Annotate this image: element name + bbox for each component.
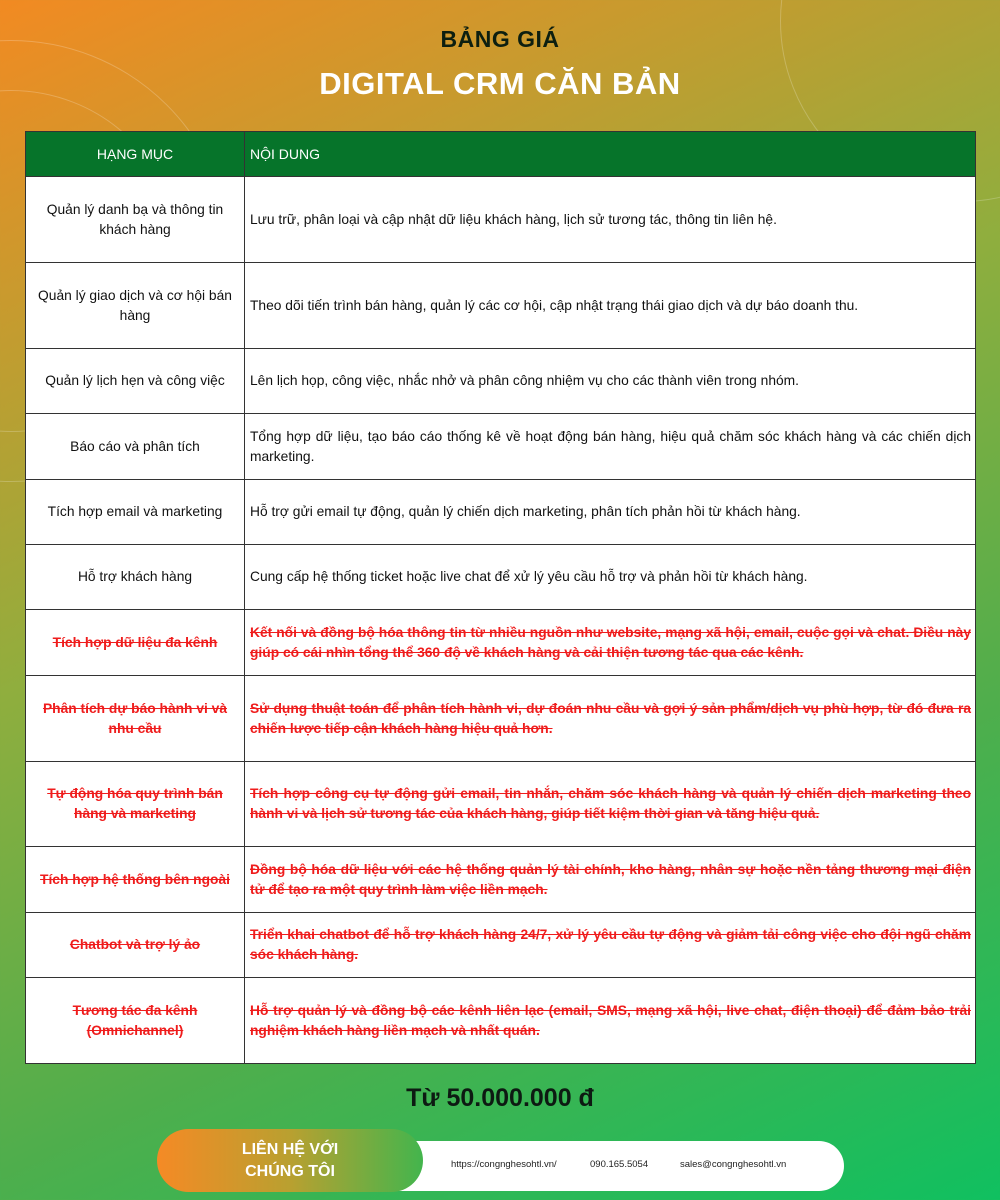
contact-website[interactable]: https://congnghesohtl.vn/ xyxy=(451,1159,557,1170)
row-category: Tích hợp hệ thống bên ngoài xyxy=(26,847,245,913)
row-category: Quản lý giao dịch và cơ hội bán hàng xyxy=(26,263,245,349)
row-content: Sử dụng thuật toán để phân tích hành vi, dự đoán nhu cầu và gợi ý sản phẩm/dịch vụ phù hợp, từ đó đưa ra chiến lược tiếp cận khách hàng hiệu quả hơn. xyxy=(245,676,976,762)
row-category: Phân tích dự báo hành vi và nhu cầu xyxy=(26,676,245,762)
table-header-row xyxy=(26,132,976,177)
row-category: Hỗ trợ khách hàng xyxy=(26,545,245,610)
row-category: Tích hợp email và marketing xyxy=(26,480,245,545)
row-category: Quản lý danh bạ và thông tin khách hàng xyxy=(26,177,245,263)
row-content: Theo dõi tiến trình bán hàng, quản lý các cơ hội, cập nhật trạng thái giao dịch và dự báo doanh thu. xyxy=(245,263,976,349)
contact-email[interactable]: sales@congnghesohtl.vn xyxy=(680,1159,787,1170)
table-row xyxy=(26,913,976,978)
column-header-category: HẠNG MỤC xyxy=(26,132,245,177)
table-row xyxy=(26,762,976,847)
row-content: Kết nối và đồng bộ hóa thông tin từ nhiều nguồn như website, mạng xã hội, email, cuộc gọi và chat. Điều này giúp có cái nhìn tổng thể 360 độ về khách hàng và cải thiện tương tác qua các kênh. xyxy=(245,610,976,676)
page-subtitle: BẢNG GIÁ xyxy=(440,26,560,52)
row-content: Triển khai chatbot để hỗ trợ khách hàng 24/7, xử lý yêu cầu tự động và giảm tải công việc cho đội ngũ chăm sóc khách hàng. xyxy=(245,913,976,978)
table-row xyxy=(26,414,976,480)
row-content: Hỗ trợ gửi email tự động, quản lý chiến dịch marketing, phân tích phản hồi từ khách hàng. xyxy=(245,480,976,545)
page-title: DIGITAL CRM CĂN BẢN xyxy=(319,66,681,101)
price-label: Từ 50.000.000 đ xyxy=(406,1084,594,1112)
row-content: Đồng bộ hóa dữ liệu với các hệ thống quản lý tài chính, kho hàng, nhân sự hoặc nền tảng thương mại điện tử để tạo ra một quy trình làm việc liền mạch. xyxy=(245,847,976,913)
table-row xyxy=(26,545,976,610)
row-content: Tổng hợp dữ liệu, tạo báo cáo thống kê về hoạt động bán hàng, hiệu quả chăm sóc khách hàng và các chiến dịch marketing. xyxy=(245,414,976,480)
row-category: Tương tác đa kênh (Omnichannel) xyxy=(26,978,245,1064)
row-category: Tích hợp dữ liệu đa kênh xyxy=(26,610,245,676)
row-category: Báo cáo và phân tích xyxy=(26,414,245,480)
table-row xyxy=(26,349,976,414)
column-header-content: NỘI DUNG xyxy=(245,132,976,177)
table-row xyxy=(26,978,976,1064)
row-content: Hỗ trợ quản lý và đồng bộ các kênh liên lạc (email, SMS, mạng xã hội, live chat, điện thoại) để đảm bảo trải nghiệm khách hàng liền mạch và nhất quán. xyxy=(245,978,976,1064)
table-row xyxy=(26,610,976,676)
row-content: Cung cấp hệ thống ticket hoặc live chat để xử lý yêu cầu hỗ trợ và phản hồi từ khách hàng. xyxy=(245,545,976,610)
pricing-table xyxy=(25,131,976,1064)
row-content: Tích hợp công cụ tự động gửi email, tin nhắn, chăm sóc khách hàng và quản lý chiến dịch marketing theo hành vi và lịch sử tương tác của khách hàng, giúp tiết kiệm thời gian và tăng hiệu quả. xyxy=(245,762,976,847)
row-category: Chatbot và trợ lý ảo xyxy=(26,913,245,978)
row-content: Lên lịch họp, công việc, nhắc nhở và phân công nhiệm vụ cho các thành viên trong nhóm. xyxy=(245,349,976,414)
table-row xyxy=(26,177,976,263)
row-category: Quản lý lịch hẹn và công việc xyxy=(26,349,245,414)
contact-phone[interactable]: 090.165.5054 xyxy=(590,1159,649,1170)
table-body xyxy=(26,177,976,1064)
table-row xyxy=(26,263,976,349)
row-category: Tự động hóa quy trình bán hàng và marketing xyxy=(26,762,245,847)
table-row xyxy=(26,480,976,545)
table-row xyxy=(26,676,976,762)
contact-us-button[interactable] xyxy=(157,1129,423,1192)
table-row xyxy=(26,847,976,913)
row-content: Lưu trữ, phân loại và cập nhật dữ liệu khách hàng, lịch sử tương tác, thông tin liên hệ. xyxy=(245,177,976,263)
contact-us-label: LIÊN HỆ VỚI CHÚNG TÔI xyxy=(241,1140,339,1180)
